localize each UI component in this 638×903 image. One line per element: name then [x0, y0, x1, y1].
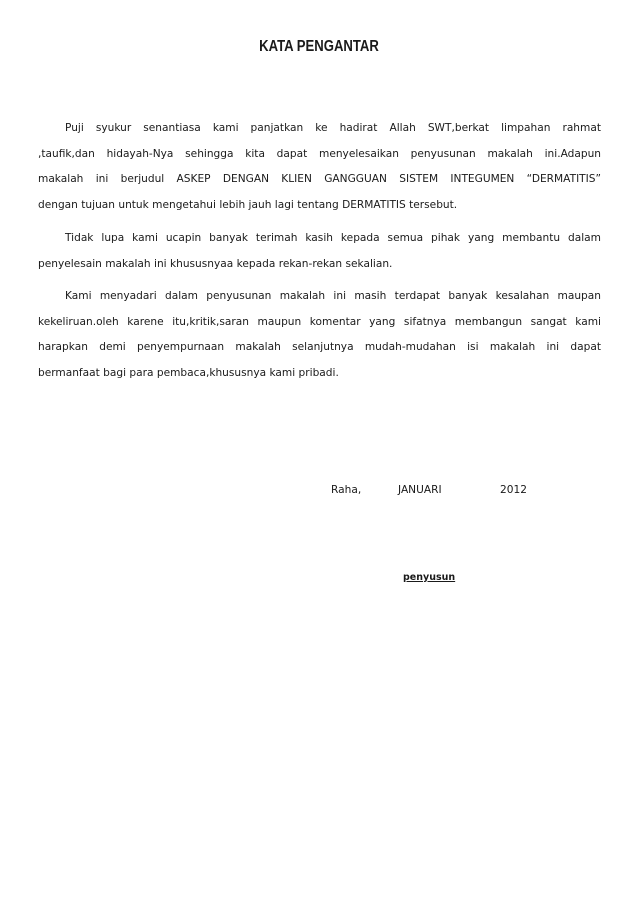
paragraph-3 — [38, 284, 601, 386]
paragraph-line: bermanfaat bagi para pembaca,khususnya kami pribadi. — [38, 366, 339, 379]
paragraph-line: Tidak lupa kami ucapin banyak terimah kasih kepada semua pihak yang membantu dalam — [65, 232, 601, 244]
paragraph-line: kekeliruan.oleh karene itu,kritik,saran maupun komentar yang sifatnya membangun sangat kami — [38, 315, 601, 328]
closing-month: JANUARI — [398, 484, 442, 496]
closing-year: 2012 — [500, 484, 527, 496]
paragraph-line: Kami menyadari dalam penyusunan makalah ini masih terdapat banyak kesalahan maupan — [65, 290, 601, 302]
paragraph-line: harapkan demi penyempurnaan makalah selanjutnya mudah-mudahan isi makalah ini dapat — [38, 341, 601, 353]
signer-label: penyusun — [403, 572, 456, 583]
paragraph-line: Puji syukur senantiasa kami panjatkan ke hadirat Allah SWT,berkat limpahan rahmat — [65, 122, 601, 134]
paragraph-2 — [38, 226, 601, 277]
page-title: KATA PENGANTAR — [259, 38, 379, 55]
paragraph-line: dengan tujuan untuk mengetahui lebih jauh lagi tentang DERMATITIS tersebut. — [38, 198, 458, 211]
paragraph-line: ,taufik,dan hidayah-Nya sehingga kita dapat menyelesaikan penyusunan makalah ini.Adapun — [38, 147, 601, 160]
closing-place: Raha, — [331, 484, 362, 496]
paragraph-line: penyelesain makalah ini khususnyaa kepada rekan-rekan sekalian. — [38, 257, 393, 270]
paragraph-1 — [38, 116, 601, 218]
paragraph-line: makalah ini berjudul ASKEP DENGAN KLIEN GANGGUAN SISTEM INTEGUMEN “DERMATITIS” — [38, 173, 601, 185]
